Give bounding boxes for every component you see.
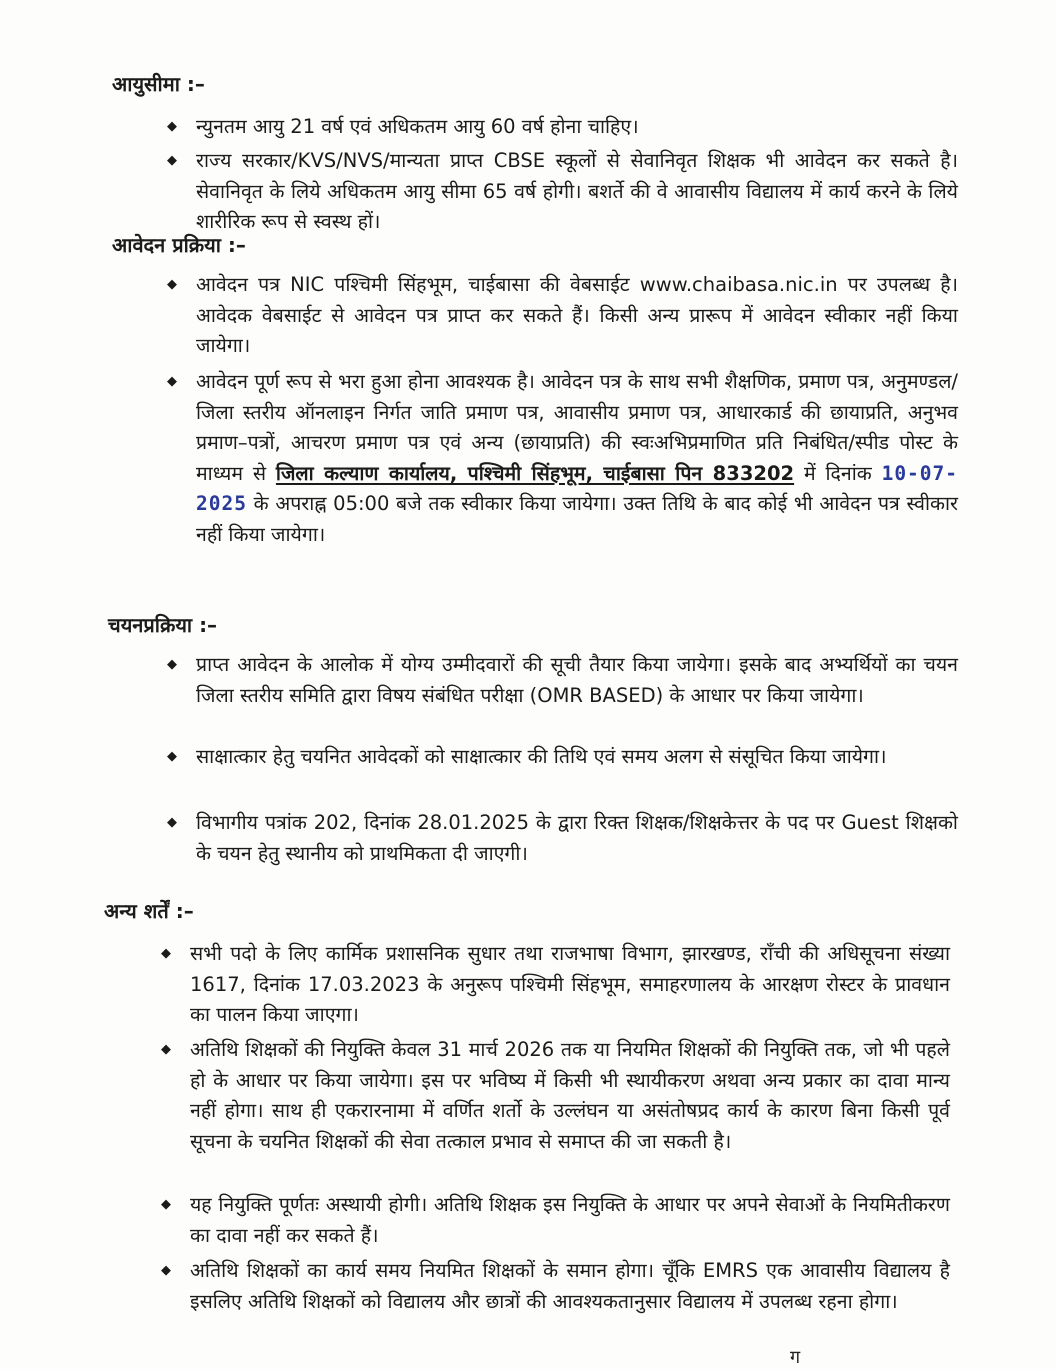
page-mark: ग	[790, 1347, 801, 1368]
list-item: ◆ अतिथि शिक्षकों की नियुक्ति केवल 31 मार्च 2026 तक या नियमित शिक्षकों की नियुक्ति तक, जो भी पहले हो के आधार पर किया जायेगा। इस पर भविष्य में किसी भी स्थायीकरण अथवा अन्य प्रकार का दावा मान्य नहीं होगा। साथ ही एकरारनामा में वर्णित शर्तो के उल्लंघन या असंतोषप्रद कार्य के कारण बिना किसी पूर्व सूचना के चयनित शिक्षकों की सेवा तत्काल प्रभाव से समाप्त की जा सकती है।	[190, 1035, 950, 1157]
bullet-icon: ◆	[167, 657, 177, 672]
section-heading-age-limit: आयुसीमा :–	[112, 72, 205, 96]
list-item: ◆ साक्षात्कार हेतु चयनित आवेदकों को साक्षात्कार की तिथि एवं समय अलग से संसूचित किया जायेगा।	[196, 742, 958, 773]
list-item: ◆ न्युनतम आयु 21 वर्ष एवं अधिकतम आयु 60 वर्ष होना चाहिए।	[196, 112, 958, 143]
list-item: ◆ विभागीय पत्रांक 202, दिनांक 28.01.2025 के द्वारा रिक्त शिक्षक/शिक्षकेत्तर के पद पर Guest शिक्षको के चयन हेतु स्थानीय को प्राथमिकता दी जाएगी।	[196, 808, 958, 869]
section-heading-application-process: आवेदन प्रक्रिया :–	[112, 233, 246, 257]
bullet-icon: ◆	[161, 1197, 171, 1212]
bullet-icon: ◆	[167, 277, 177, 292]
section-heading-selection-process: चयनप्रक्रिया :–	[108, 613, 218, 637]
bullet-icon: ◆	[167, 749, 177, 764]
bullet-icon: ◆	[167, 153, 177, 168]
list-item: ◆ आवेदन पत्र NIC पश्चिमी सिंहभूम, चाईबासा की वेबसाईट www.chaibasa.nic.in पर उपलब्ध है। आवेदक वेबसाईट से आवेदन पत्र प्राप्त कर सकते हैं। किसी अन्य प्रारूप में आवेदन स्वीकार नहीं किया जायेगा।	[196, 270, 958, 362]
office-address: जिला कल्याण कार्यालय, पश्चिमी सिंहभूम, चाईबासा पिन 833202	[275, 461, 795, 485]
bullet-icon: ◆	[167, 374, 177, 389]
list-item: ◆ सभी पदो के लिए कार्मिक प्रशासनिक सुधार तथा राजभाषा विभाग, झारखण्ड, राँची की अधिसूचना संख्या 1617, दिनांक 17.03.2023 के अनुरूप पश्चिमी सिंहभूम, समाहरणालय के आरक्षण रोस्टर के प्रावधान का पालन किया जाएगा।	[190, 939, 950, 1031]
bullet-icon: ◆	[161, 1042, 171, 1057]
bullet-icon: ◆	[161, 946, 171, 961]
section-heading-other-conditions: अन्य शर्तें :–	[104, 899, 194, 923]
list-item: ◆ आवेदन पूर्ण रूप से भरा हुआ होना आवश्यक है। आवेदन पत्र के साथ सभी शैक्षणिक, प्रमाण पत्र, अनुमण्डल/जिला स्तरीय ऑनलाइन निर्गत जाति प्रमाण पत्र, आवासीय प्रमाण पत्र, आधारकार्ड की छायाप्रति, अनुभव प्रमाण–पत्रों, आचरण प्रमाण पत्र एवं अन्य (छायाप्रति) की स्वःअभिप्रमाणित प्रति निबंधित/स्पीड पोस्ट के माध्यम से जिला कल्याण कार्यालय, पश्चिमी सिंहभूम, चाईबासा पिन 833202 में दिनांक 10-07-2025 के अपराह्न 05:00 बजे तक स्वीकार किया जायेगा। उक्त तिथि के बाद कोई भी आवेदन पत्र स्वीकार नहीं किया जायेगा।	[196, 367, 958, 550]
bullet-icon: ◆	[161, 1263, 171, 1278]
bullet-icon: ◆	[167, 815, 177, 830]
bullet-icon: ◆	[167, 119, 177, 134]
list-item: ◆ राज्य सरकार/KVS/NVS/मान्यता प्राप्त CBSE स्कूलों से सेवानिवृत शिक्षक भी आवेदन कर सकते है। सेवानिवृत के लिये अधिकतम आयु सीमा 65 वर्ष होगी। बशर्ते की वे आवासीय विद्यालय में कार्य करने के लिये शारीरिक रूप से स्वस्थ हों।	[196, 146, 958, 238]
list-item: ◆ प्राप्त आवेदन के आलोक में योग्य उम्मीदवारों की सूची तैयार किया जायेगा। इसके बाद अभ्यर्थियों का चयन जिला स्तरीय समिति द्वारा विषय संबंधित परीक्षा (OMR BASED) के आधार पर किया जायेगा।	[196, 650, 958, 711]
handwritten-date: 10-07-2025	[196, 461, 959, 515]
list-item: ◆ अतिथि शिक्षकों का कार्य समय नियमित शिक्षकों के समान होगा। चूँकि EMRS एक आवासीय विद्यालय है इसलिए अतिथि शिक्षकों को विद्यालय और छात्रों की आवश्यकतानुसार विद्यालय में उपलब्ध रहना होगा।	[190, 1256, 950, 1317]
list-item: ◆ यह नियुक्ति पूर्णतः अस्थायी होगी। अतिथि शिक्षक इस नियुक्ति के आधार पर अपने सेवाओं के नियमितीकरण का दावा नहीं कर सकते हैं।	[190, 1190, 950, 1251]
